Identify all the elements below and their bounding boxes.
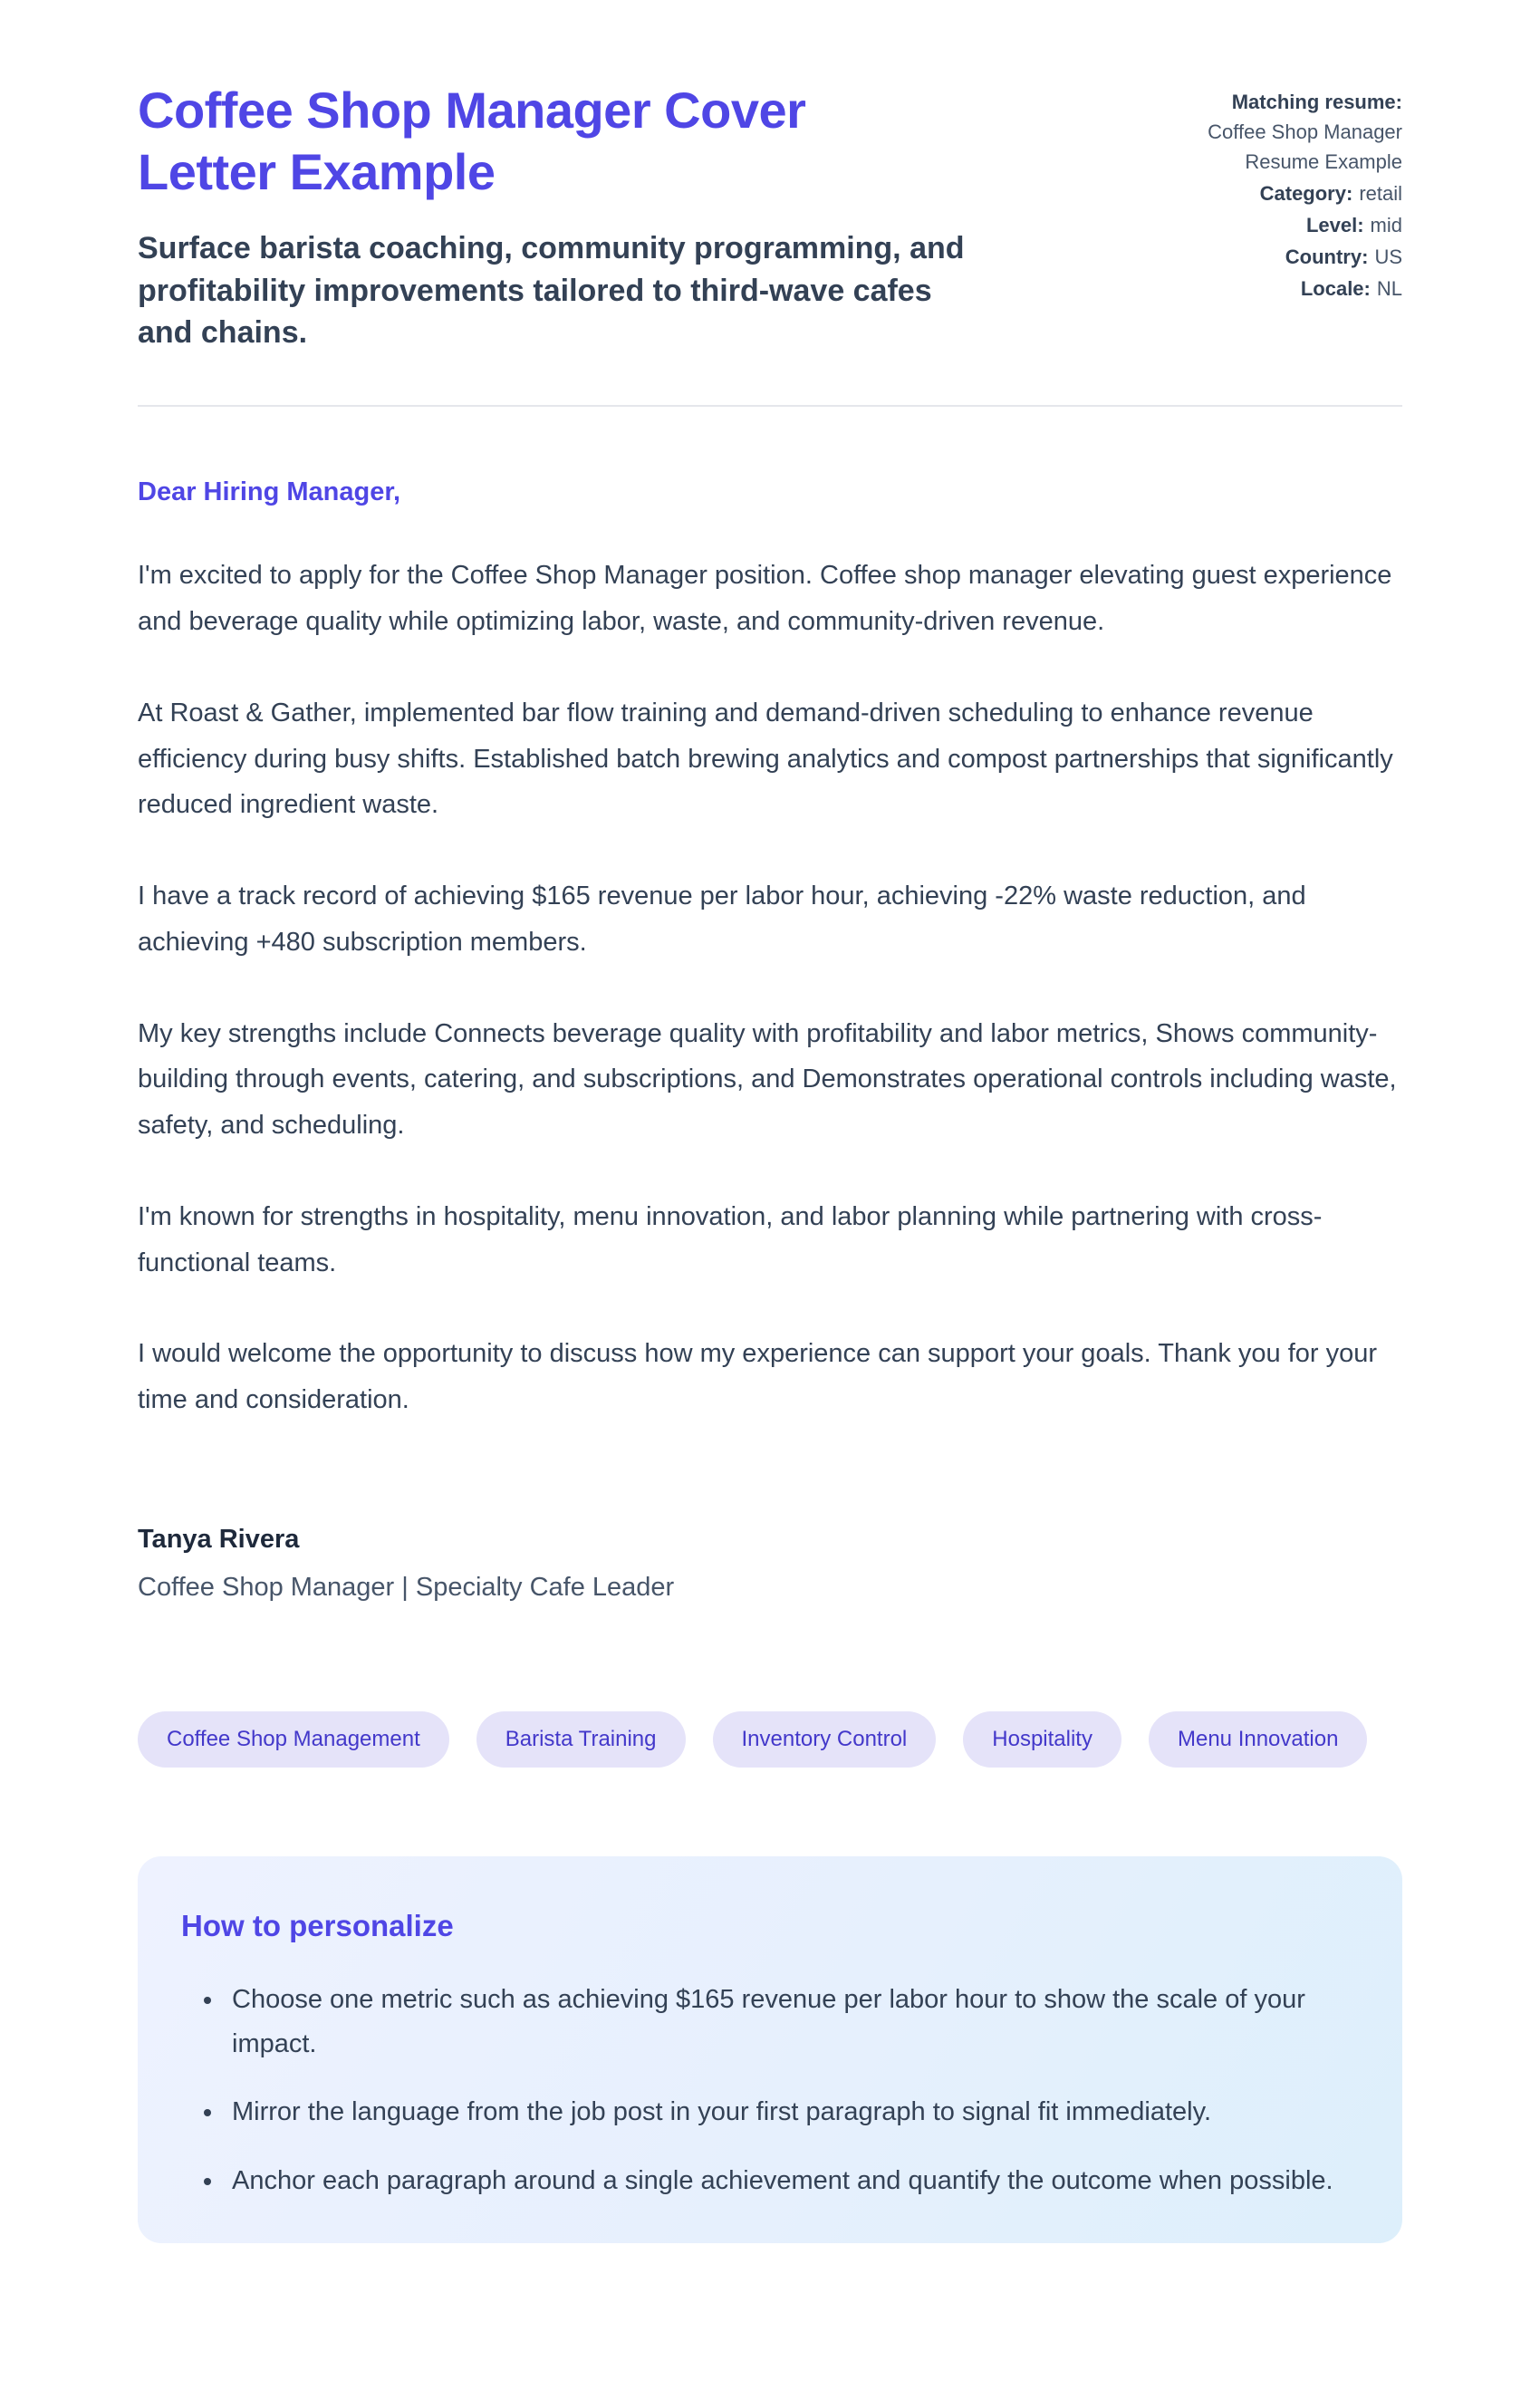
- tag-inventory-control: Inventory Control: [713, 1711, 937, 1768]
- tag-coffee-shop-management: Coffee Shop Management: [138, 1711, 449, 1768]
- meta-category: [1131, 178, 1402, 208]
- meta-matching-resume-value: Coffee Shop Manager Resume Example: [1208, 120, 1402, 173]
- meta-level-value: mid: [1370, 214, 1402, 236]
- salutation: Dear Hiring Manager,: [138, 477, 401, 507]
- tag-list: [138, 1711, 1402, 1768]
- meta-level: [1131, 210, 1402, 240]
- letter-paragraph-1: I'm excited to apply for the Coffee Shop Manager position. Coffee shop manager elevating guest experience and beverage quality while optimizing labor, waste, and community-driven revenue.: [138, 561, 1392, 637]
- letter-paragraph-3: I have a track record of achieving $165 revenue per labor hour, achieving -22% waste reduction, and achieving +480 subscription members.: [138, 882, 1306, 957]
- meta-panel: [1131, 80, 1402, 305]
- signature-title: Coffee Shop Manager | Specialty Cafe Leader: [138, 1572, 675, 1602]
- meta-locale-label: Locale:: [1300, 277, 1371, 300]
- personalize-list: [181, 1978, 1352, 2203]
- personalize-card: [138, 1856, 1402, 2243]
- letter-paragraph-4: My key strengths include Connects beverage quality with profitability and labor metrics, Shows community-building through events, catering, and subscriptions, and Demonstrates operational controls including waste, safety, and scheduling.: [138, 1018, 1397, 1141]
- header: [138, 80, 1402, 354]
- personalize-item-2: • Mirror the language from the job post in your first paragraph to signal fit immediately.: [225, 2090, 1352, 2134]
- meta-category-value: retail: [1359, 182, 1402, 205]
- divider: [138, 405, 1402, 407]
- meta-level-label: Level:: [1305, 214, 1364, 236]
- page-title: Coffee Shop Manager Cover Letter Example: [138, 82, 806, 201]
- meta-locale: [1131, 274, 1402, 303]
- letter-body: [138, 477, 1402, 1603]
- letter-paragraph-5: I'm known for strengths in hospitality, menu innovation, and labor planning while partnering with cross-functional teams.: [138, 1201, 1323, 1277]
- personalize-item-3: • Anchor each paragraph around a single achievement and quantify the outcome when possible.: [225, 2159, 1352, 2203]
- meta-category-label: Category:: [1259, 182, 1353, 205]
- header-title-block: [138, 80, 994, 354]
- meta-country-value: US: [1374, 246, 1402, 268]
- tag-hospitality: Hospitality: [963, 1711, 1121, 1768]
- personalize-item-1: • Choose one metric such as achieving $165 revenue per labor hour to show the scale of your impact.: [225, 1978, 1352, 2067]
- meta-matching-resume-label: Matching resume:: [1231, 91, 1402, 113]
- meta-locale-value: NL: [1376, 277, 1402, 300]
- meta-country: [1131, 242, 1402, 272]
- meta-country-label: Country:: [1285, 246, 1369, 268]
- signature-name: Tanya Rivera: [138, 1524, 300, 1554]
- tag-barista-training: Barista Training: [476, 1711, 686, 1768]
- meta-matching-resume: [1131, 87, 1402, 177]
- letter-paragraph-2: At Roast & Gather, implemented bar flow training and demand-driven scheduling to enhance revenue efficiency during busy shifts. Established batch brewing analytics and compost partnerships that significantly reduced ingredient waste.: [138, 698, 1393, 820]
- tag-menu-innovation: Menu Innovation: [1149, 1711, 1367, 1768]
- personalize-title: How to personalize: [181, 1908, 454, 1942]
- page-subtitle: Surface barista coaching, community programming, and profitability improvements tailored to third-wave cafes and chains.: [138, 230, 965, 351]
- letter-paragraph-6: I would welcome the opportunity to discuss how my experience can support your goals. Thank you for your time and consideration.: [138, 1339, 1378, 1415]
